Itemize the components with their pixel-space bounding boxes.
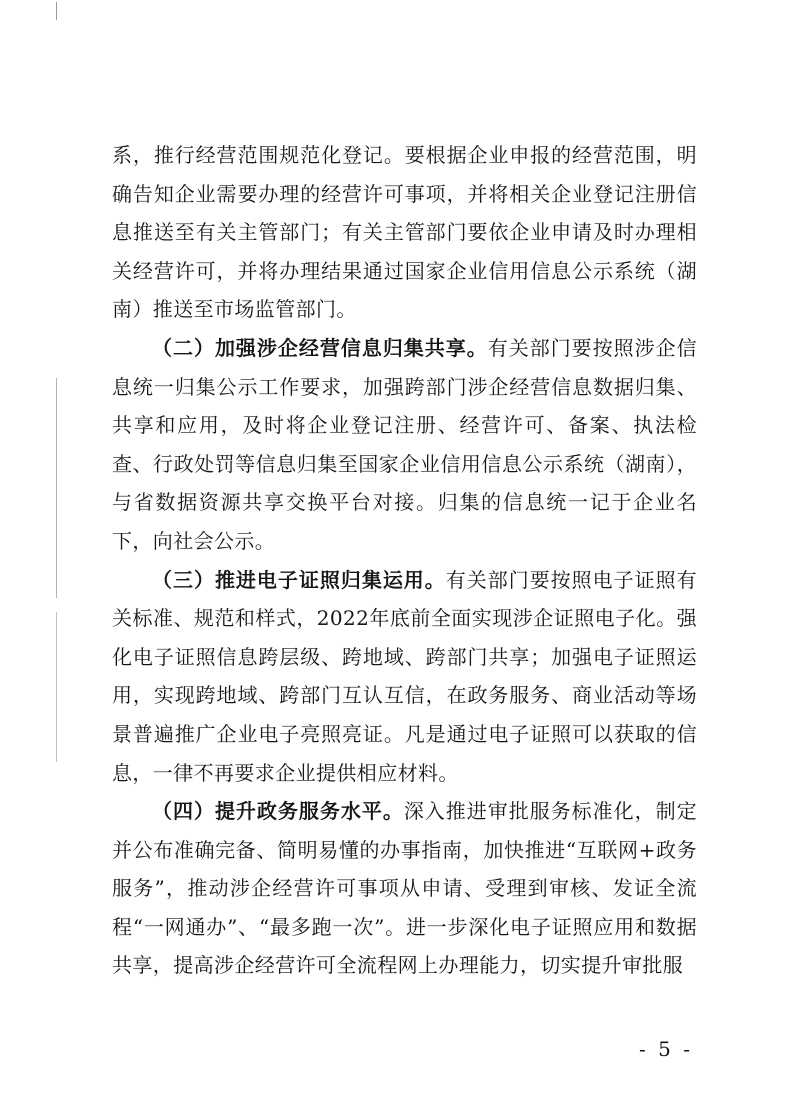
paragraph-section-3: [112, 561, 697, 793]
paragraph-text: 有关部门要按照涉企信息统一归集公示工作要求，加强跨部门涉企经营信息数据归集、共享和应用，及时将企业登记注册、经营许可、备案、执法检查、行政处罚等信息归集至国家企业信用信息公示系统（湖南），与省数据资源共享交换平台对接。归集的信息统一记于企业名下，向社会公示。: [112, 335, 698, 553]
section-heading: （四）提升政务服务水平。: [152, 799, 404, 824]
paragraph-text: 有关部门要按照电子证照有关标准、规范和样式，2022年底前全面实现涉企证照电子化。强化电子证照信息跨层级、跨地域、跨部门共享；加强电子证照运用，实现跨地域、跨部门互认互信，在政务服务、商业活动等场景普遍推广企业电子亮照亮证。凡是通过电子证照可以获取的信息，一律不再要求企业提供相应材料。: [112, 567, 697, 785]
section-heading: （二）加强涉企经营信息归集共享。: [152, 335, 488, 360]
section-heading: （三）推进电子证照归集运用。: [152, 567, 446, 592]
paragraph-section-4: [112, 792, 697, 985]
page-number: - 5 -: [639, 1037, 693, 1061]
paragraph-section-2: [112, 329, 697, 561]
document-body: [112, 136, 697, 985]
paragraph-text: 系，推行经营范围规范化登记。要根据企业申报的经营范围，明确告知企业需要办理的经营许可事项，并将相关企业登记注册信息推送至有关主管部门；有关主管部门要依企业申请及时办理相关经营许可，并将办理结果通过国家企业信用信息公示系统（湖南）推送至市场监管部门。: [112, 143, 697, 322]
paragraph-text: 深入推进审批服务标准化，制定并公布准确完备、简明易懂的办事指南，加快推进“互联网+政务服务”，推动涉企经营许可事项从申请、受理到审核、发证全流程“一网通办”、“最多跑一次”。进一步深化电子证照应用和数据共享，提高涉企经营许可全流程网上办理能力，切实提升审批服: [112, 799, 697, 978]
paragraph-continuation: [112, 136, 697, 329]
scan-edge-mark: [56, 612, 57, 762]
scan-edge-mark: [56, 378, 57, 598]
scan-edge-mark: [56, 2, 57, 20]
